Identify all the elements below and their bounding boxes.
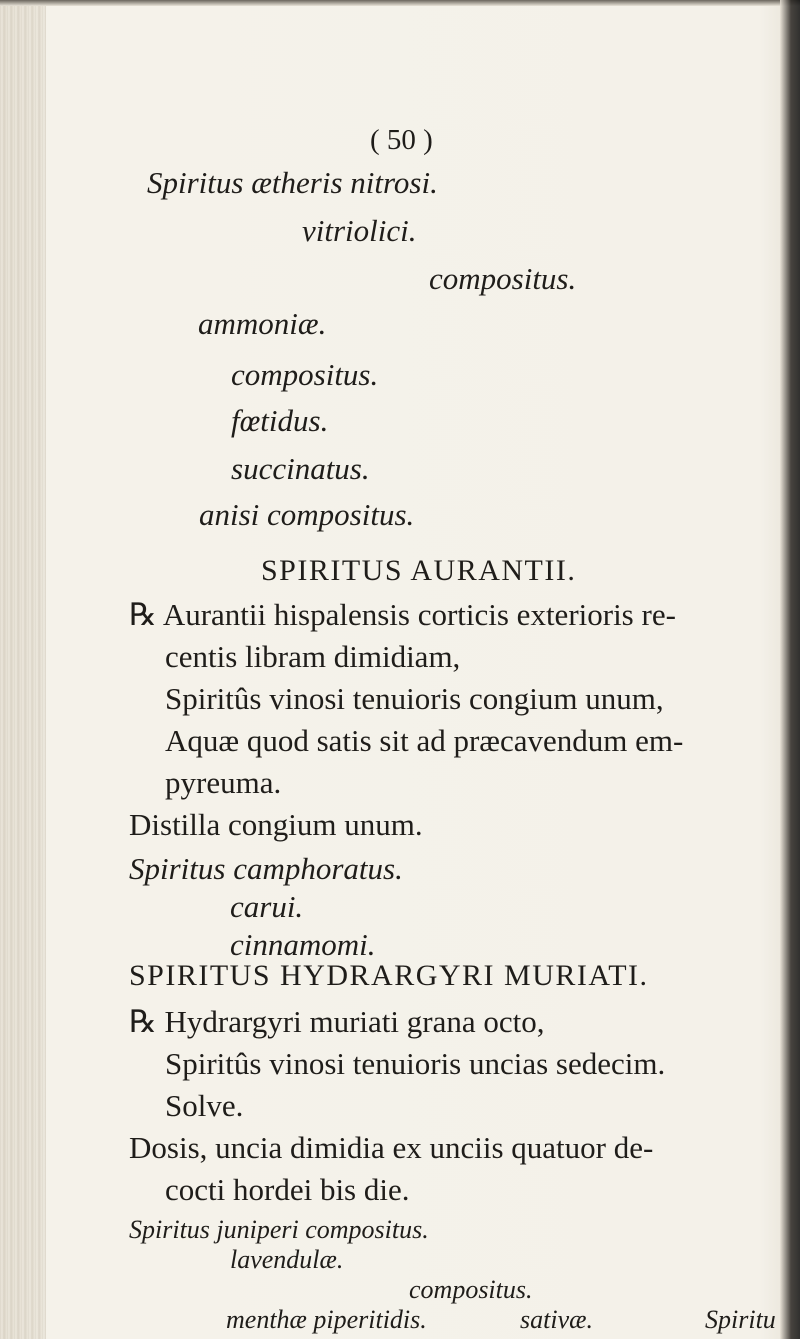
entry-lavendulae: lavendulæ. [230,1245,344,1274]
entry-cinnamomi: cinnamomi. [230,927,376,962]
recipe-line: cocti hordei bis die. [165,1172,410,1207]
recipe-line: Solve. [165,1088,244,1123]
entry-menthae-piperitidis: menthæ piperitidis. [226,1305,427,1334]
entry-compositus: compositus. [429,261,577,296]
entry-foetidus: fœtidus. [231,403,329,438]
entry-vitriolici: vitriolici. [302,213,417,248]
recipe-line: centis libram dimidiam, [165,639,461,674]
page-top-edge [0,0,800,6]
entry-ammoniae: ammoniæ. [198,306,327,341]
entry-compositus: compositus. [409,1275,533,1304]
recipe-line: ℞ Aurantii hispalensis corticis exterioris re- [129,597,676,632]
catchword: Spiritu [705,1305,776,1334]
page-number: ( 50 ) [370,124,433,156]
entry-spiritus-aetheris-nitrosi: Spiritus ætheris nitrosi. [147,165,438,200]
entry-anisi-compositus: anisi compositus. [199,497,415,532]
entry-spiritus-juniperi-compositus: Spiritus juniperi compositus. [129,1215,429,1244]
recipe-line: Spiritûs vinosi tenuioris uncias sedecim. [165,1046,666,1081]
entry-compositus: compositus. [231,357,379,392]
recipe-line: Dosis, uncia dimidia ex unciis quatuor de- [129,1130,654,1165]
recipe-line: Aquæ quod satis sit ad præcavendum em- [165,723,684,758]
entry-carui: carui. [230,889,304,924]
entry-succinatus: succinatus. [231,451,370,486]
page-right-edge [780,0,800,1339]
section-heading-spiritus-hydrargyri-muriati: SPIRITUS HYDRARGYRI MURIATI. [129,959,649,992]
binding-gutter [0,0,46,1339]
recipe-line: Spiritûs vinosi tenuioris congium unum, [165,681,664,716]
recipe-line: Distilla congium unum. [129,807,423,842]
recipe-line: ℞ Hydrargyri muriati grana octo, [129,1004,545,1039]
entry-spiritus-camphoratus: Spiritus camphoratus. [129,851,403,886]
section-heading-spiritus-aurantii: SPIRITUS AURANTII. [261,554,577,587]
entry-sativae: sativæ. [520,1305,593,1334]
recipe-line: pyreuma. [165,765,282,800]
